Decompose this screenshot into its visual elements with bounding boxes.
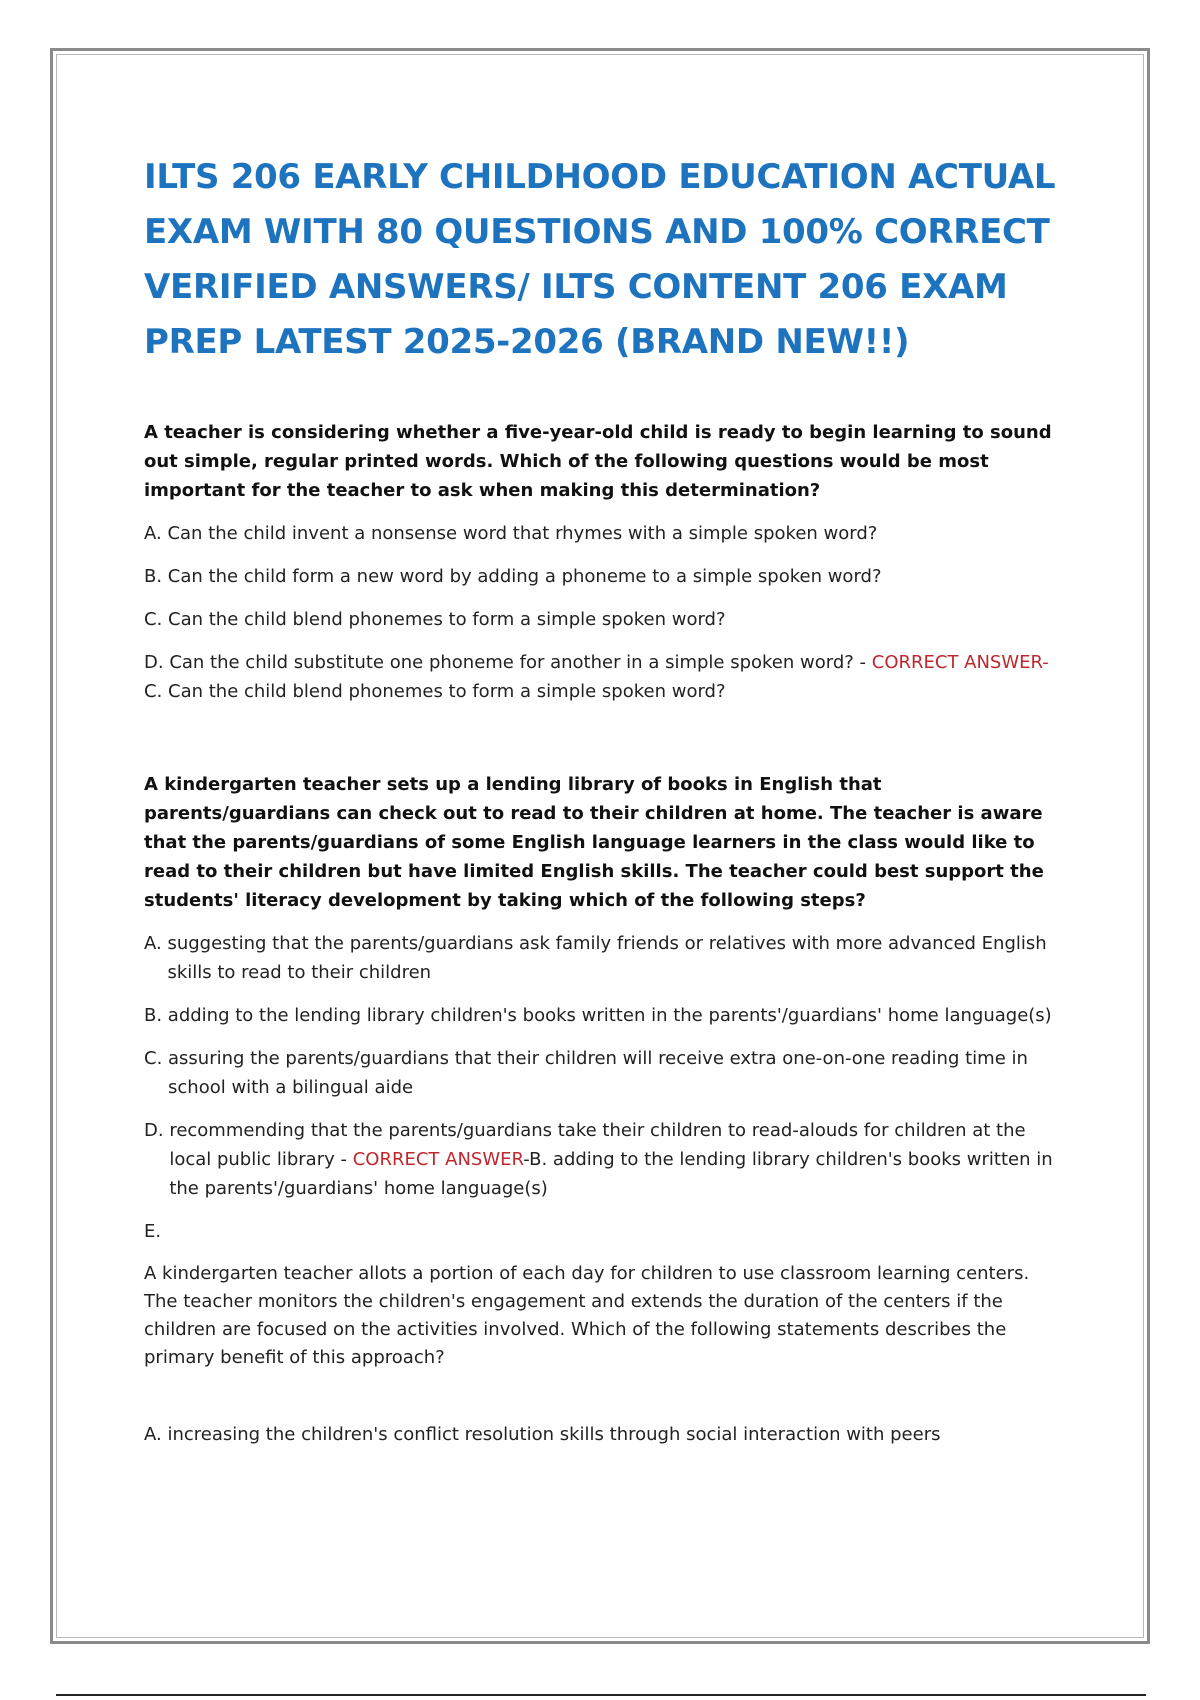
question-3: A kindergarten teacher allots a portion of each day for children to use classroom learning centers. The teacher monitors the children's engagement and extends the duration of the centers if the children are focused on the activities involved. Which of the following statements describes the primary benefit of this approach? xyxy=(144,1263,1030,1368)
q2-option-c: C. assuring the parents/guardians that their children will receive extra one-on-one reading time in school with a bilingual aide xyxy=(144,1048,1028,1098)
q3-option-a: A. increasing the children's conflict resolution skills through social interaction with peers xyxy=(144,1424,941,1445)
q1-option-b: B. Can the child form a new word by adding a phoneme to a simple spoken word? xyxy=(144,566,882,587)
q2-option-a: A. suggesting that the parents/guardians ask family friends or relatives with more advanced English skills to read to their children xyxy=(144,933,1047,983)
q2-correct-answer: -B. adding to the lending library children's books written in the parents'/guardians' home language(s) xyxy=(169,1149,1053,1199)
q2-option-d: D. recommending that the parents/guardians take their children to read-alouds for children at the local public library - CORRECT ANSWER-B. adding to the lending library children's books written in the parents'/guardians' home language(s) xyxy=(144,1120,1053,1199)
document-content xyxy=(144,150,1064,1449)
q1-option-d-text: Can the child substitute one phoneme for another in a simple spoken word? - xyxy=(169,652,872,673)
q2-correct-answer-label: CORRECT ANSWER xyxy=(352,1149,524,1170)
question-1: A teacher is considering whether a five-year-old child is ready to begin learning to sound out simple, regular printed words. Which of the following questions would be most important for the teacher to ask when making this determination? xyxy=(144,422,1052,501)
q2-option-d-text: recommending that the parents/guardians take their children to read-alouds for children at the local public library - xyxy=(169,1120,1026,1170)
q1-correct-answer: C. Can the child blend phonemes to form a simple spoken word? xyxy=(144,681,726,702)
q1-correct-answer-label: CORRECT ANSWER- xyxy=(871,652,1049,673)
q1-option-c: C. Can the child blend phonemes to form a simple spoken word? xyxy=(144,609,726,630)
bottom-divider xyxy=(56,1694,1146,1696)
q1-option-d: D. Can the child substitute one phoneme for another in a simple spoken word? - CORRECT ANSWER- xyxy=(144,652,1049,673)
document-title: ILTS 206 EARLY CHILDHOOD EDUCATION ACTUAL EXAM WITH 80 QUESTIONS AND 100% CORRECT VERIFIED ANSWERS/ ILTS CONTENT 206 EXAM PREP LATEST 2025-2026 (BRAND NEW!!) xyxy=(144,157,1056,362)
q2-option-b: B. adding to the lending library children's books written in the parents'/guardians' home language(s) xyxy=(144,1005,1052,1026)
question-2: A kindergarten teacher sets up a lending library of books in English that parents/guardians can check out to read to their children at home. The teacher is aware that the parents/guardians of some English language learners in the class would like to read to their children but have limited English skills. The teacher could best support the students' literacy development by taking which of the following steps? xyxy=(144,774,1044,911)
q1-option-a: A. Can the child invent a nonsense word that rhymes with a simple spoken word? xyxy=(144,523,878,544)
q2-option-e: E. xyxy=(144,1221,162,1242)
